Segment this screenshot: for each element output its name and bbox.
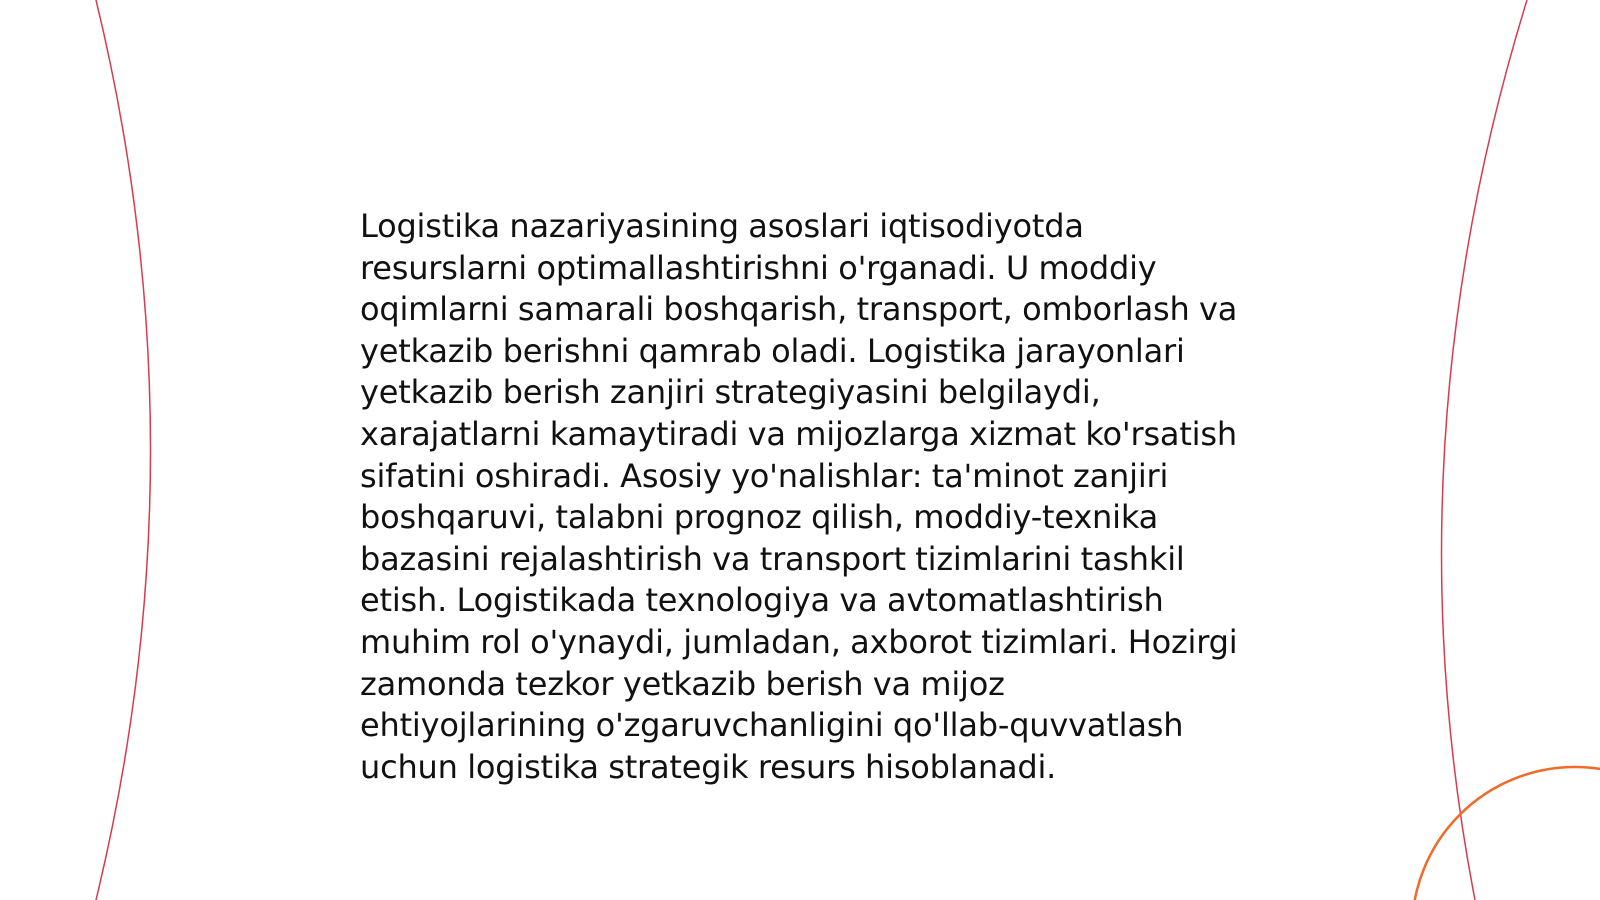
right-arc-line [1442,0,1527,900]
left-arc-line [96,0,151,900]
body-paragraph: Logistika nazariyasining asoslari iqtisodiyotda resurslarni optimallashtirishni o'rganadi. U moddiy oqimlarni samarali boshqarish, transport, omborlash va yetkazib berishni qamrab oladi. Logistika jarayonlari yetkazib berish zanjiri strategiyasini belgilaydi, xarajatlarni kamaytiradi va mijozlarga xizmat ko'rsatish sifatini oshiradi. Asosiy yo'nalishlar: ta'minot zanjiri boshqaruvi, talabni prognoz qilish, moddiy-texnika bazasini rejalashtirish va transport tizimlarini tashkil etish. Logistikada texnologiya va avtomatlashtirish muhim rol o'ynaydi, jumladan, axborot tizimlari. Hozirgi zamonda tezkor yetkazib berish va mijoz ehtiyojlarining o'zgaruvchanligini qo'llab-quvvatlash uchun logistika strategik resurs hisoblanadi. [360,207,1238,786]
orange-circle-outline [1412,767,1600,900]
